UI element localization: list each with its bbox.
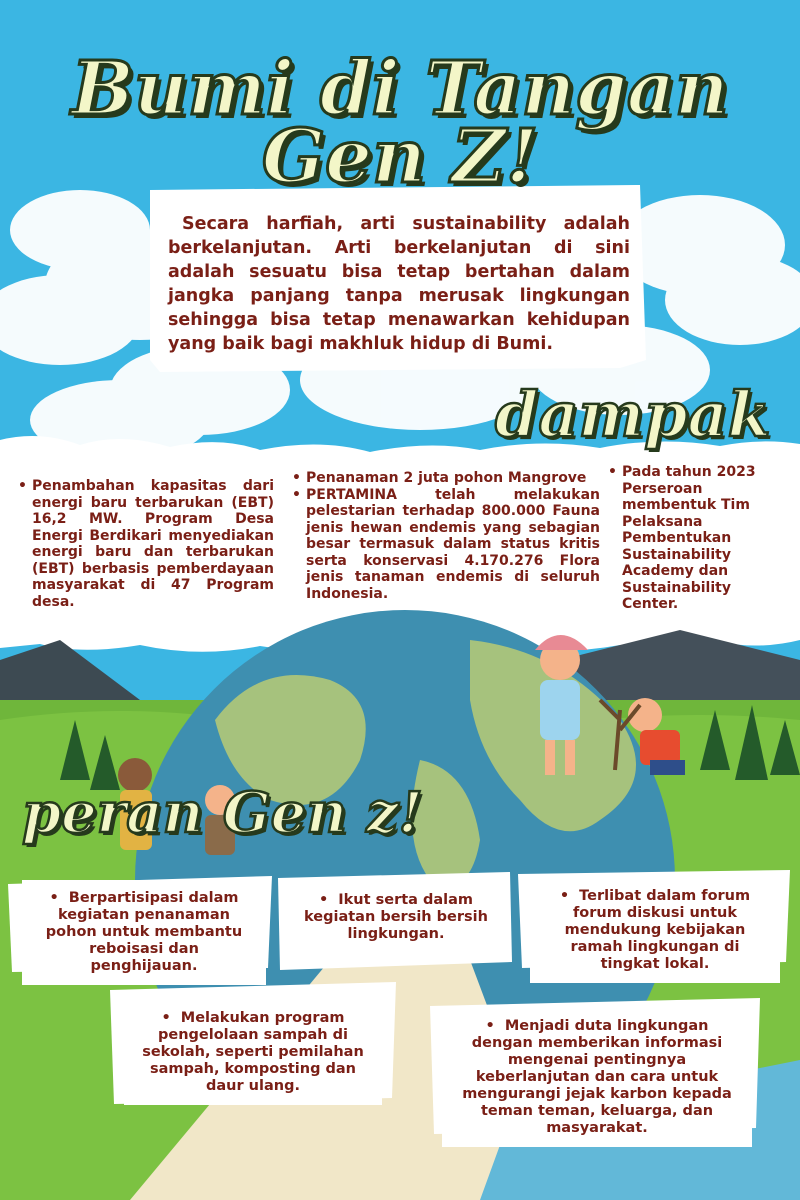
peran-note: • Ikut serta dalam kegiatan bersih bersih lingkungan. xyxy=(290,882,502,953)
dampak-item: • Penambahan kapasitas dari energi baru terbarukan (EBT) 16,2 MW. Program Desa Energi Berdikari menyediakan energi baru dan terbarukan (EBT) berbasis pemberdayaan masyarakat di 47 Program desa. xyxy=(18,478,274,610)
peran-note: • Melakukan program pengelolaan sampah di sekolah, seperti pemilahan sampah, komposting dan daur ulang. xyxy=(124,1000,382,1105)
dampak-heading: dampak xyxy=(495,378,771,451)
peran-note: • Menjadi duta lingkungan dengan memberikan informasi mengenai pentingnya keberlanjutan dan cara untuk mengurangi jejak karbon kepada teman teman, keluarga, dan masyarakat. xyxy=(442,1008,752,1147)
poster-title-line1: Bumi di Tangan xyxy=(71,46,729,132)
intro-paragraph: Secara harfiah, arti sustainability adalah berkelanjutan. Arti berkelanjutan di sini adalah sesuatu bisa tetap bertahan dalam jangka panjang tanpa merusak lingkungan sehingga bisa tetap menawarkan kehidupan yang baik bagi makhluk hidup di Bumi. xyxy=(168,214,630,354)
dampak-item: • Pada tahun 2023 Perseroan membentuk Tim Pelaksana Pembentukan Sustainability Academy dan Sustainability Center. xyxy=(608,464,756,612)
peran-note: • Terlibat dalam forum forum diskusi untuk mendukung kebijakan ramah lingkungan di tingkat lokal. xyxy=(530,878,780,983)
peran-heading: peran Gen z! xyxy=(22,780,423,846)
poster-title-line2: Gen Z! xyxy=(261,114,539,200)
dampak-item: • PERTAMINA telah melakukan pelestarian terhadap 800.000 Fauna jenis hewan endemis yang sebagian besar termasuk dalam status kritis serta konservasi 4.170.276 Flora jenis tanaman endemis di seluruh Indonesia. xyxy=(292,486,600,602)
dampak-column-2 xyxy=(292,470,600,602)
dampak-column-3 xyxy=(608,464,788,613)
dampak-item: • Penanaman 2 juta pohon Mangrove xyxy=(292,470,587,486)
dampak-column-1 xyxy=(18,478,274,610)
peran-note: • Berpartisipasi dalam kegiatan penanaman pohon untuk membantu reboisasi dan penghijauan. xyxy=(22,880,266,985)
